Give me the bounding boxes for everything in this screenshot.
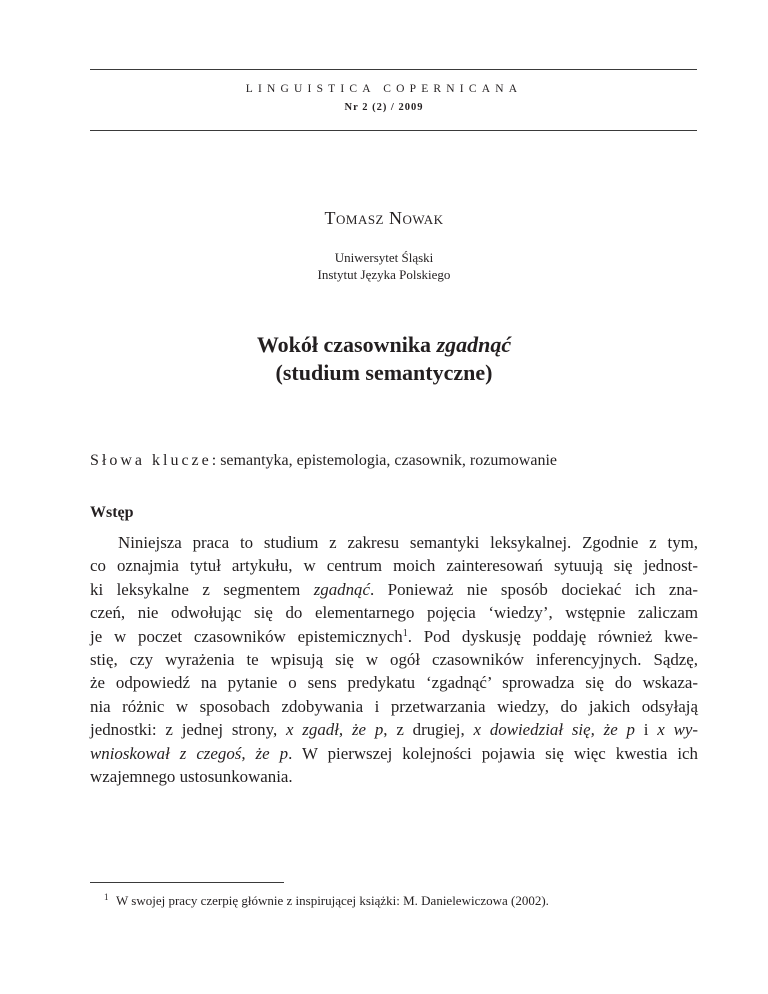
paragraph-line: wnioskował z czegoś, że p. W pierwszej kolejności pojawia się więc kwestia ich (90, 743, 698, 763)
article-title (0, 331, 768, 387)
paragraph-line: co oznajmia tytuł artykułu, w centrum moich zainteresowań sytuują się jednost- (90, 556, 698, 576)
paragraph-line: wzajemnego ustosunkowania. (90, 767, 293, 787)
title-verb: zgadnąć (436, 332, 512, 357)
keywords-label: Słowa klucze (90, 452, 212, 469)
author-name: Tomasz Nowak (324, 208, 444, 228)
paragraph-line: ki leksykalne z segmentem zgadnąć. Ponieważ nie sposób dociekać ich zna- (90, 579, 698, 599)
paragraph-line: Niniejsza praca to studium z zakresu semantyki leksykalnej. Zgodnie z tym, (118, 533, 698, 552)
section-heading: Wstęp (90, 504, 134, 521)
keywords-line (90, 452, 697, 470)
title-prefix: Wokół czasownika (256, 332, 437, 357)
paragraph-line: je w poczet czasowników epistemicznych$^1$. Pod dyskusję poddaję również kwe- (90, 626, 699, 646)
footnote-mark: 1 (104, 892, 109, 902)
footnote-text: W swojej pracy czerpię głównie z inspirującej książki: M. Danielewiczowa (2002). (116, 893, 549, 908)
header-bottom-rule (90, 130, 697, 131)
paragraph-line: stię, czy wyrażenia te wpisują się w ogół czasowników inferencyjnych. Sądzę, (90, 650, 698, 670)
journal-issue: Nr 2 (2) / 2009 (344, 102, 424, 113)
paragraph-line: jednostki: z jednej strony, x zgadł, że p, z drugiej, x dowiedział się, że p i x wy- (90, 720, 698, 740)
paragraph-line: że odpowiedź na pytanie o sens predykatu ‘zgadnąć’ sprowadza się do wskaza- (90, 673, 698, 693)
footnote-ref[interactable]: 1 (402, 627, 408, 639)
title-subtitle: (studium semantyczne) (275, 360, 493, 385)
affiliation-university: Uniwersytet Śląski (334, 250, 434, 265)
journal-name: LINGUISTICA COPERNICANA (245, 83, 523, 95)
footnote-separator (90, 882, 284, 883)
title-main (0, 331, 768, 359)
footnote (104, 892, 549, 909)
affiliation-institute: Instytut Języka Polskiego (317, 267, 451, 282)
intro-paragraph (90, 531, 698, 788)
paragraph-line: nia różnic w sposobach zdobywania i przetwarzania wiedzy, do jakich odsyłają (90, 696, 698, 716)
keywords-colon: : (211, 452, 221, 469)
keywords-values: semantyka, epistemologia, czasownik, rozumowanie (220, 452, 557, 469)
header-top-rule (90, 69, 697, 70)
paragraph-line: czeń, nie odwołując się do elementarnego pojęcia ‘wiedzy’, wstępnie zaliczam (90, 603, 698, 623)
